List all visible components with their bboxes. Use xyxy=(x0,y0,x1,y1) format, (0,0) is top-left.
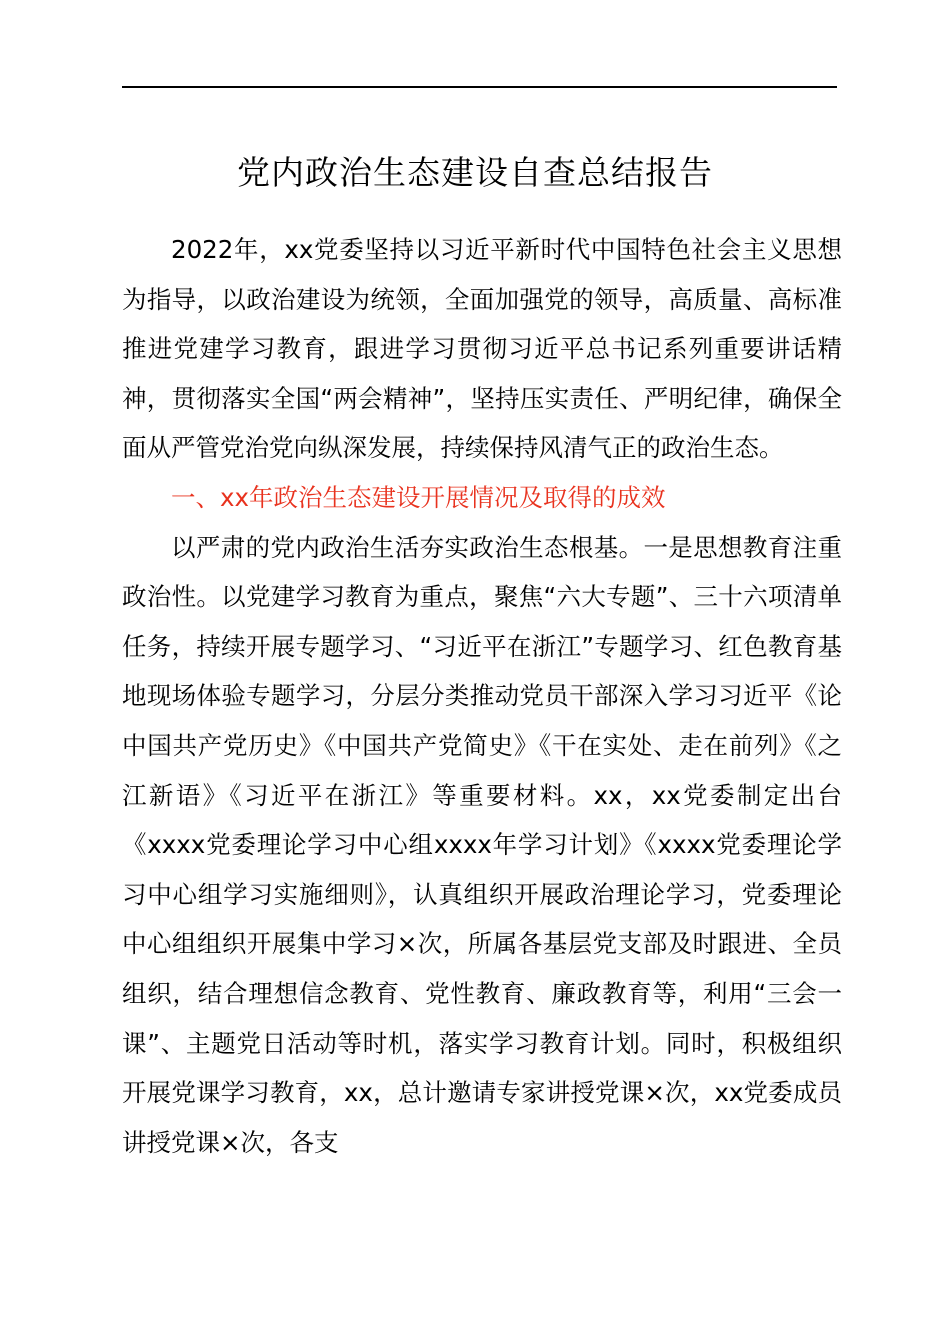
header-rule xyxy=(122,86,837,88)
intro-paragraph: 2022年，xx党委坚持以习近平新时代中国特色社会主义思想为指导，以政治建设为统领，全面加强党的领导，高质量、高标准推进党建学习教育，跟进学习贯彻习近平总书记系列重要讲话精神，贯彻落实全国“两会精神”，坚持压实责任、严明纪律，确保全面从严管党治党向纵深发展，持续保持风清气正的政治生态。 xyxy=(122,235,842,463)
document-title: 党内政治生态建设自查总结报告 xyxy=(237,153,713,192)
document-body xyxy=(122,225,842,1167)
body-paragraph: 以严肃的党内政治生活夯实政治生态根基。一是思想教育注重政治性。以党建学习教育为重点，聚焦“六大专题”、三十六项清单任务，持续开展专题学习、“习近平在浙江”专题学习、红色教育基地现场体验专题学习，分层分类推动党员干部深入学习习近平《论中国共产党历史》《中国共产党简史》《干在实处、走在前列》《之江新语》《习近平在浙江》等重要材料。xx，xx党委制定出台《xxxx党委理论学习中心组xxxx年学习计划》《xxxx党委理论学习中心组学习实施细则》，认真组织开展政治理论学习，党委理论中心组组织开展集中学习×次，所属各基层党支部及时跟进、全员组织，结合理想信念教育、党性教育、廉政教育等，利用“三会一课”、主题党日活动等时机，落实学习教育计划。同时，积极组织开展党课学习教育，xx，总计邀请专家讲授党课×次，xx党委成员讲授党课×次，各支 xyxy=(122,532,842,1157)
section-heading: 一、xx年政治生态建设开展情况及取得的成效 xyxy=(171,482,666,512)
